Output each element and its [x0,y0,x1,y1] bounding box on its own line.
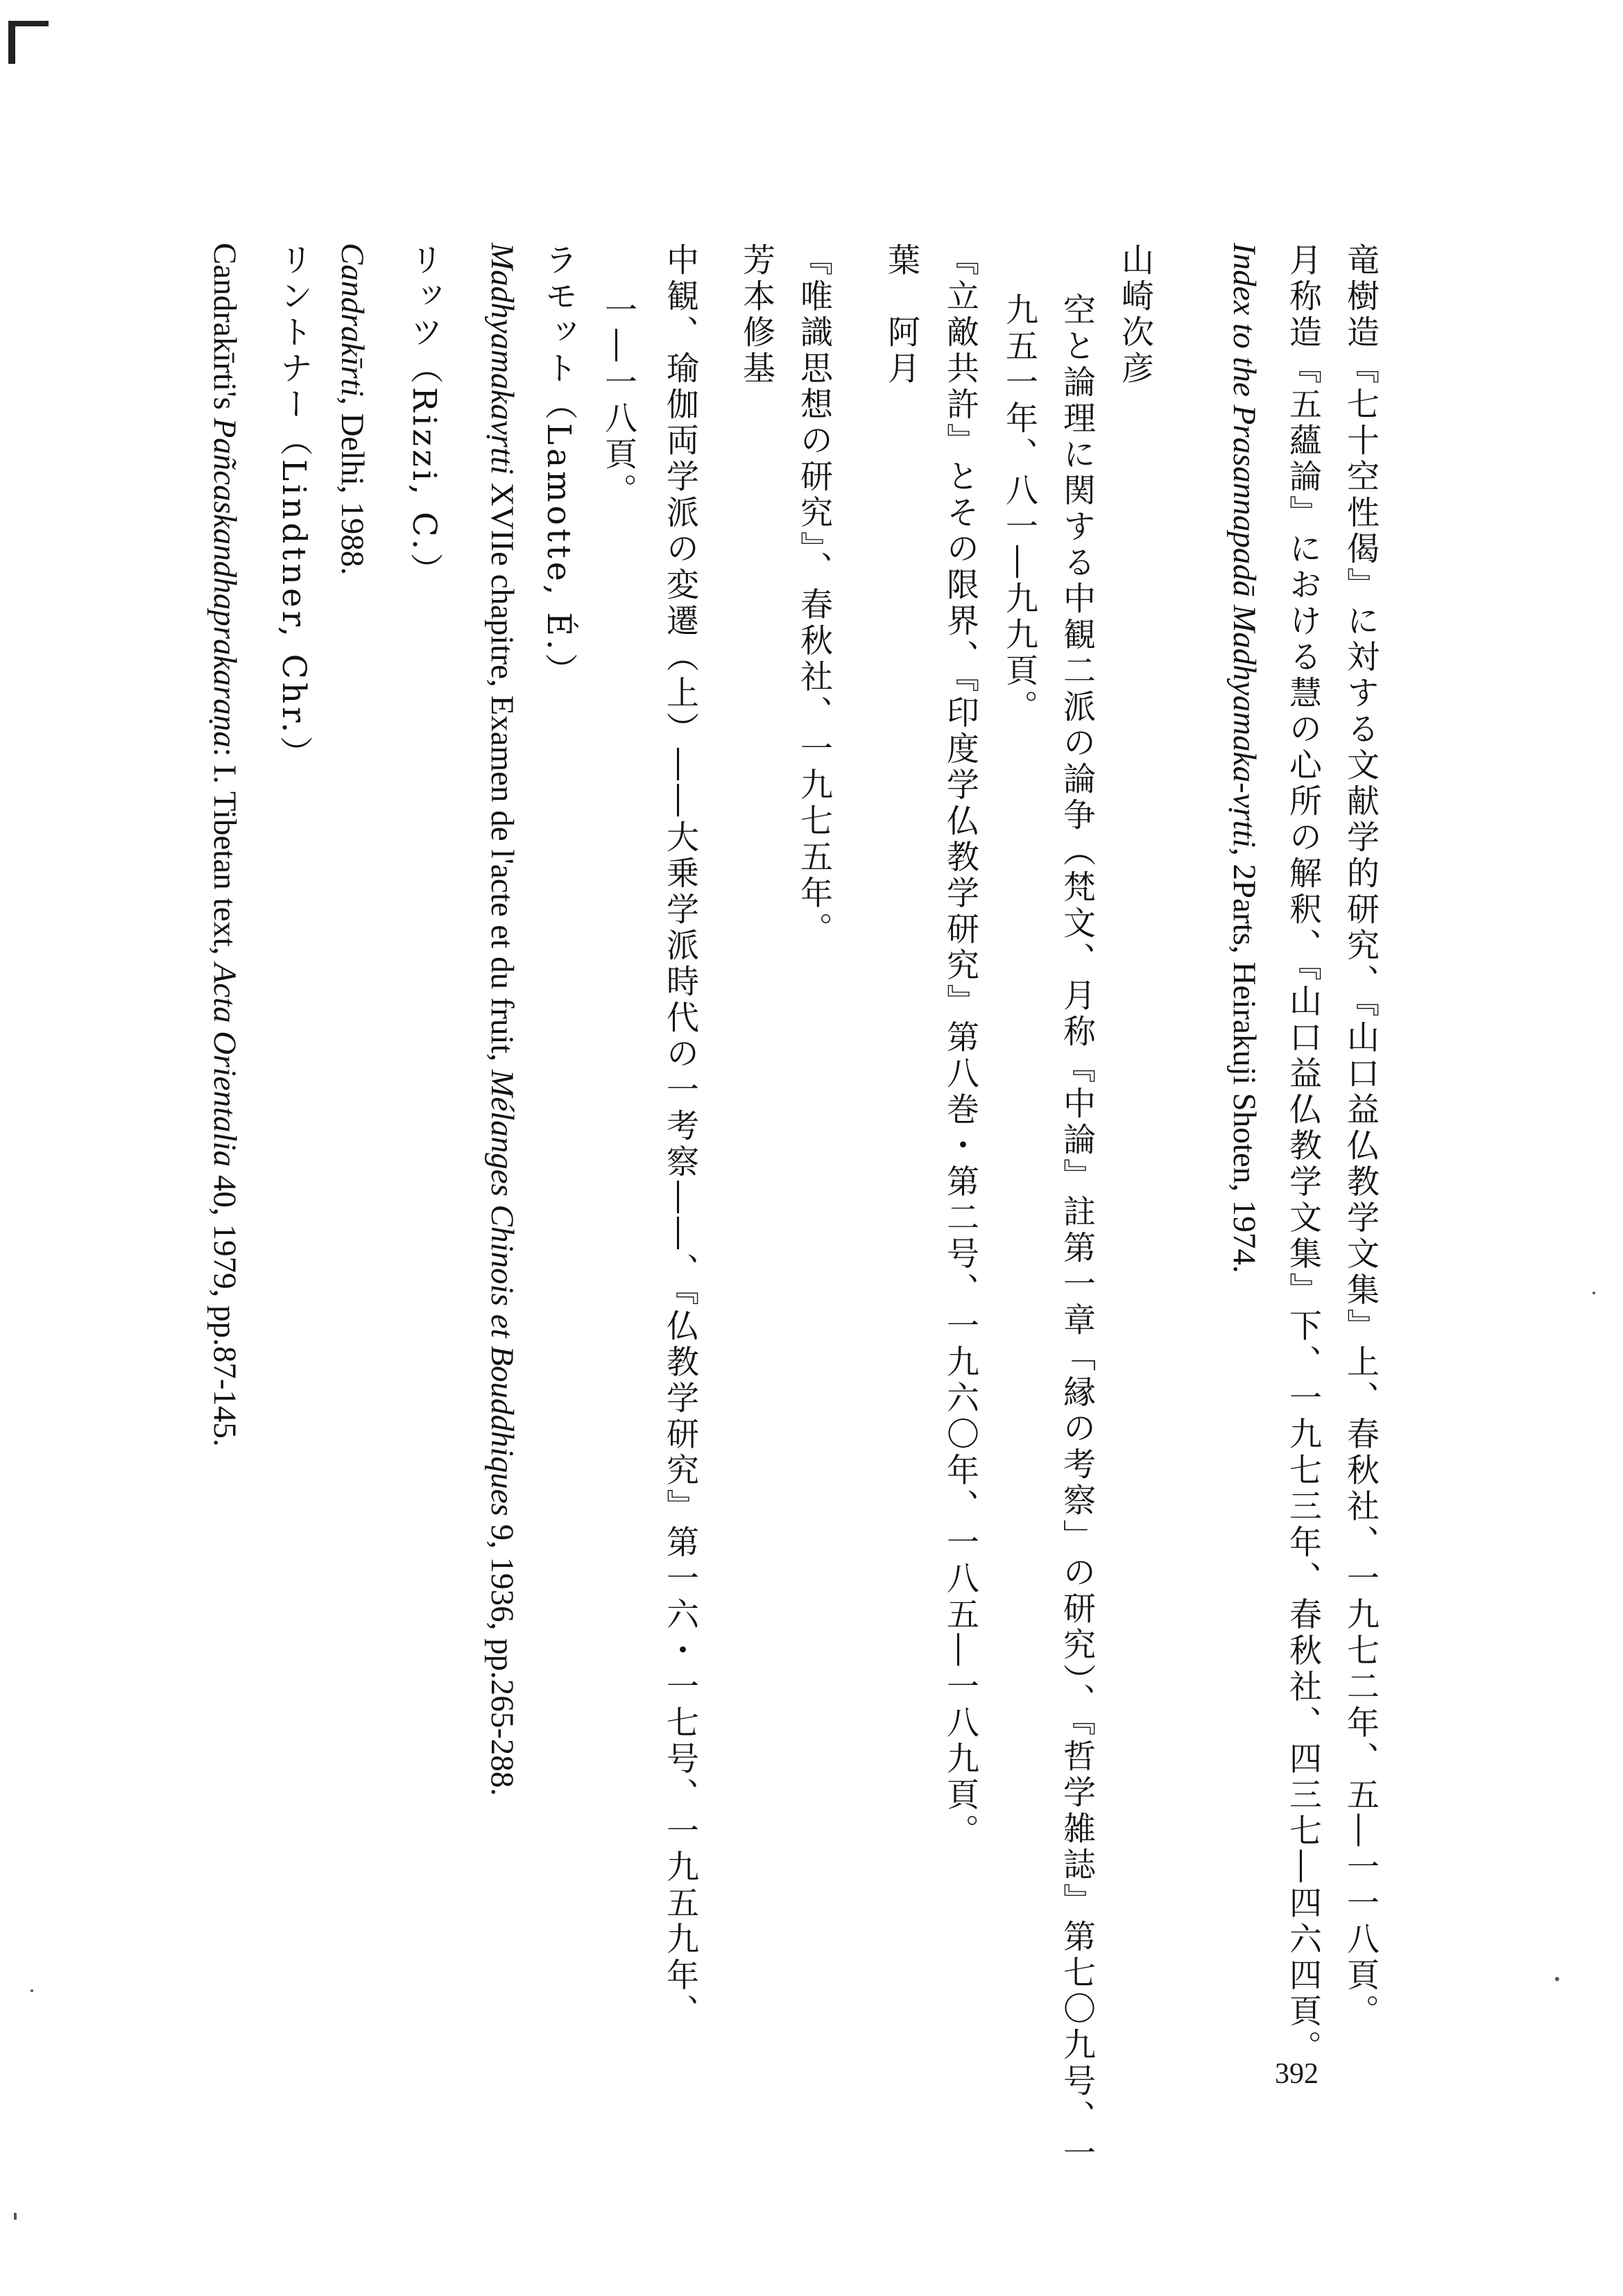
entry-line-14 [486,243,518,1796]
entry-line-5: 空と論理に関する中観二派の論争（梵文、月称『中論』註第一章「縁の考察」の研究）、『哲学雑誌』第七〇九号、一 [1058,293,1096,2172]
publication-details: 40, 1979, pp.87-145. [207,1167,243,1447]
scan-speck [31,1989,33,1992]
page-number: 392 [1275,2058,1319,2090]
entry-line-6: 九五一年、八一―九九頁。 [1000,293,1038,726]
book-title: Madhyamakavṛtti [484,243,520,475]
publication-details: , 2Parts, Heirakuji Shoten, 1974. [1226,847,1262,1274]
scan-speck [1592,1292,1595,1294]
publication-details: , Delhi, 1988. [334,396,370,576]
entry-line-1: 竜樹造『七十空性偈』に対する文献学的研究、『山口益仏教学文集』上、春秋社、一九七二年、五―一一八頁。 [1341,243,1380,2030]
entry-line-3 [1228,243,1260,1274]
author-heading: 葉 阿月 [882,243,920,387]
book-title: Candrakīrti [334,243,370,397]
chapter-details: XVIIe chapitre, Examen de l'acte et du fruit, [484,474,520,1070]
entry-line-16 [336,243,368,575]
journal-title: Acta Orientalia [207,963,243,1167]
journal-title: Mélanges Chinois et Bouddhiques [484,1070,520,1516]
publication-details: 9, 1936, pp.265-288. [484,1516,520,1797]
entry-line-2: 月称造『五蘊論』における慧の心所の解釈、『山口益仏教学文集』下、一九七三年、春秋社、四三七―四六四頁。 [1284,243,1322,2066]
entry-line-18 [208,243,241,1447]
author-heading: 芳本修基 [737,243,775,387]
scan-speck [1555,1977,1559,1981]
scan-speck [14,2213,17,2220]
book-title: Pañcaskandhaprakaraṇa [207,418,243,748]
author-heading: リントナー（Lindtner, Chr.） [275,243,313,773]
corner-crop-mark [6,15,54,64]
book-title: Index to the Prasannapadā Madhyamaka-vṛtti [1226,243,1262,848]
entry-line-9: 『唯識思想の研究』、春秋社、一九七五年。 [795,243,833,948]
chapter-details: : I. Tibetan text, [207,747,243,963]
author-heading: 山崎次彦 [1116,243,1154,387]
entry-line-12: 一―一八頁。 [599,293,637,509]
author-heading: ラモット（Lamotte, É.） [540,243,578,689]
entry-line-7: 『立敵共許』とその限界、『印度学仏教学研究』第八巻・第二号、一九六〇年、一八五―一八九頁。 [941,243,979,1850]
entry-line-11: 中観、瑜伽両学派の変遷（上）――大乗学派時代の一考察――、『仏教学研究』第一六・一七号、一九五九年、 [661,243,699,2030]
author-heading: リッツ（Rizzi, C.） [405,243,443,590]
author-name: Candrakīrti's [207,243,243,418]
